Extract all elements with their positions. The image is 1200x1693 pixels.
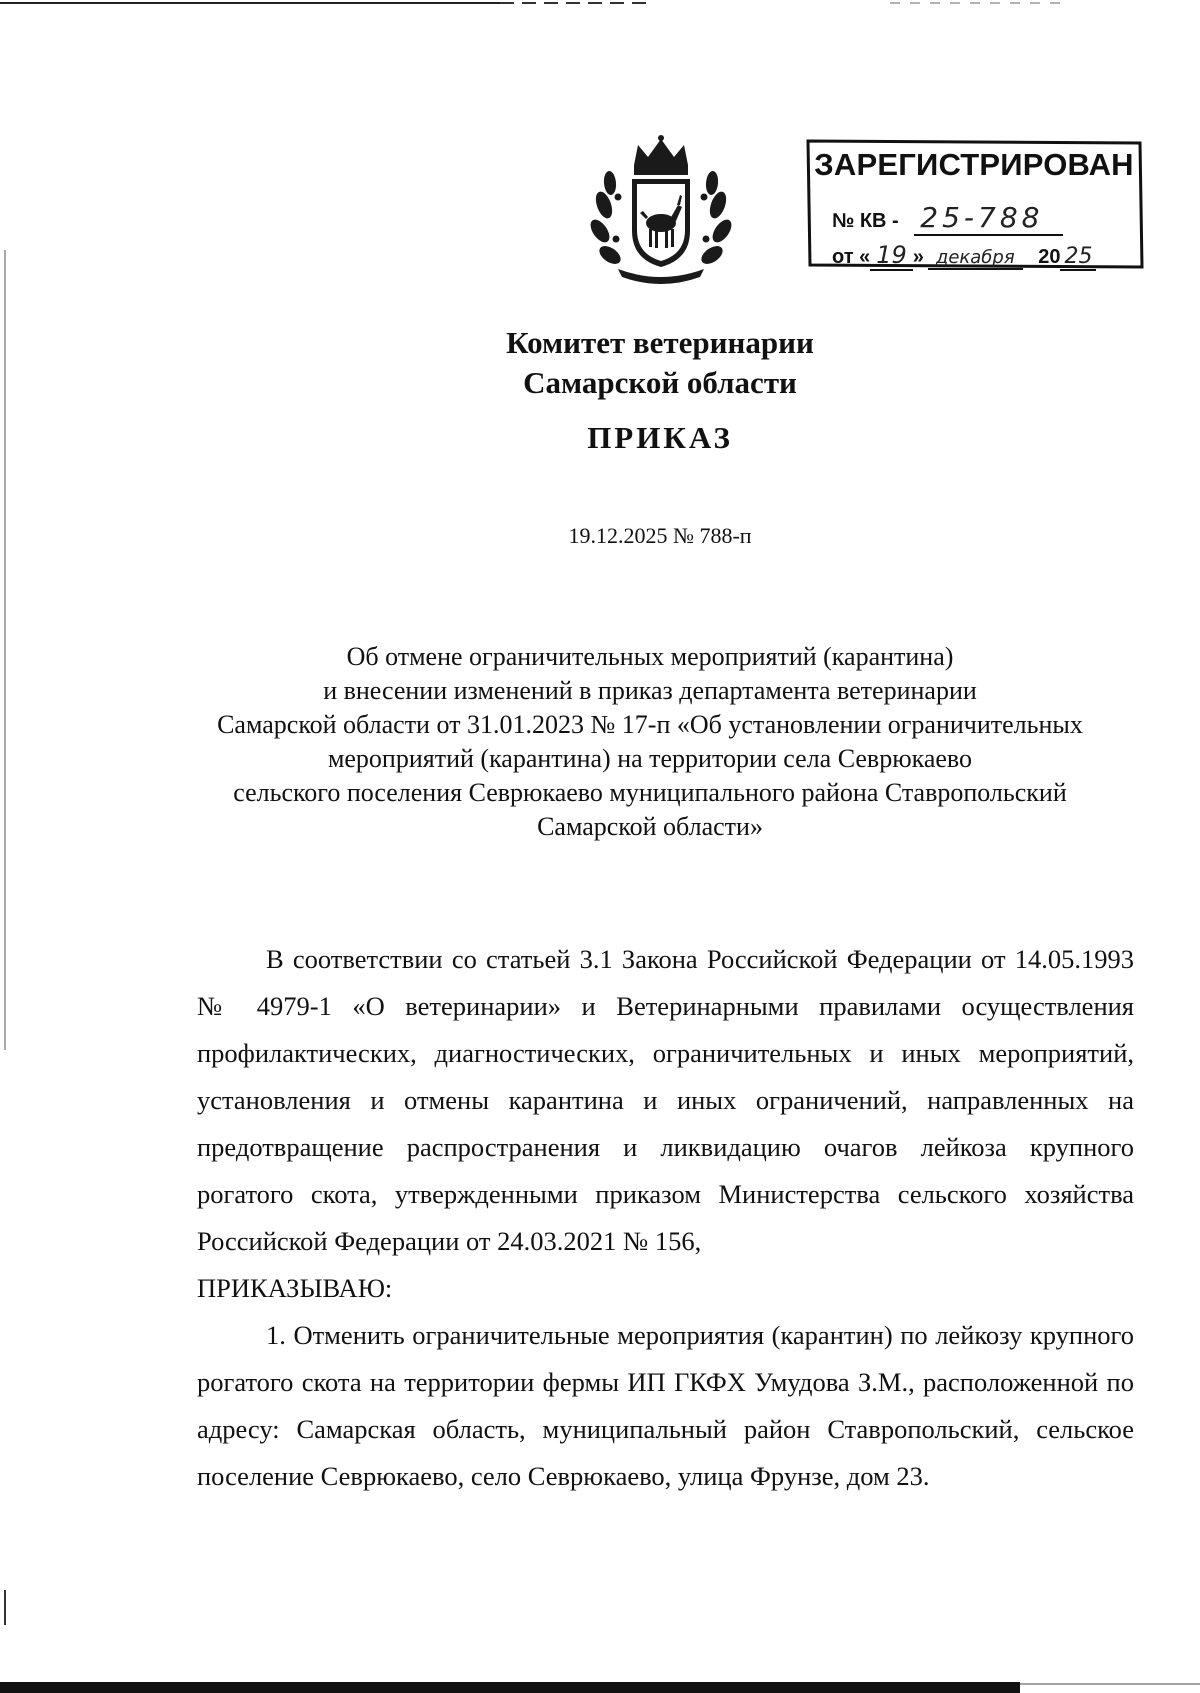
subject-line: и внесении изменений в приказ департамента ветеринарии	[323, 676, 977, 705]
subject-line: мероприятий (карантина) на территории села Севрюкаево	[327, 744, 973, 773]
subject-line: Об отмене ограничительных мероприятий (карантина)	[346, 642, 954, 671]
scan-top-edge	[0, 0, 1200, 12]
subject-line: Самарской области»	[537, 812, 763, 841]
document-subject	[150, 640, 1150, 844]
org-name-line-1: Комитет ветеринарии	[506, 325, 814, 360]
stamp-date-label: от «	[832, 246, 871, 268]
stamp-number-label: № КВ -	[832, 210, 899, 232]
document-type-title: ПРИКАЗ	[587, 420, 733, 455]
order-word: ПРИКАЗЫВАЮ:	[197, 1273, 393, 1303]
stamp-number-value: 25-788	[914, 201, 1063, 236]
stamp-date-close: »	[912, 246, 924, 268]
stamp-date-day: 19	[870, 241, 913, 271]
stamp-number-row	[832, 201, 1063, 234]
stamp-year-prefix: 20	[1038, 246, 1061, 268]
order-item-1: 1. Отменить ограничительные мероприятия (карантин) по лейкозу крупного рогатого скота на территории фермы ИП ГКФХ Умудова З.М., расположенной по адресу: Самарская область, муниципальный район Ставропольский, сельское поселение Севрюкаево, село Севрюкаево, улица Фрунзе, дом 23.	[197, 1320, 1134, 1491]
document-date-number: 19.12.2025 № 788-п	[568, 523, 752, 548]
subject-line: сельского поселения Севрюкаево муниципального района Ставропольский	[233, 778, 1067, 807]
subject-line: Самарской области от 31.01.2023 № 17-п «Об установлении ограничительных	[217, 710, 1083, 739]
org-name-line-2: Самарской области	[523, 365, 797, 400]
stamp-date-month: декабря	[928, 247, 1023, 270]
stamp-date-row	[832, 241, 1096, 269]
preamble-block	[197, 936, 1134, 1500]
preamble-paragraph: В соответствии со статьей 3.1 Закона Российской Федерации от 14.05.1993 № 4979-1 «О ветеринарии» и Ветеринарными правилами осуществления профилактических, диагностических, ограничительных и иных мероприятий, установления и отмены карантина и иных ограничений, направленных на предотвращение распространения и ликвидацию очагов лейкоза крупного рогатого скота, утвержденными приказом Министерства сельского хозяйства Российской Федерации от 24.03.2021 № 156,	[197, 944, 1134, 1256]
coat-of-arms-icon	[588, 135, 734, 285]
stamp-year-suffix: 25	[1060, 244, 1096, 271]
stamp-title: ЗАРЕГИСТРИРОВАН	[814, 147, 1134, 182]
registration-stamp	[804, 135, 1144, 275]
scan-left-edge	[0, 0, 12, 1693]
scan-bottom-edge	[0, 1676, 1200, 1693]
